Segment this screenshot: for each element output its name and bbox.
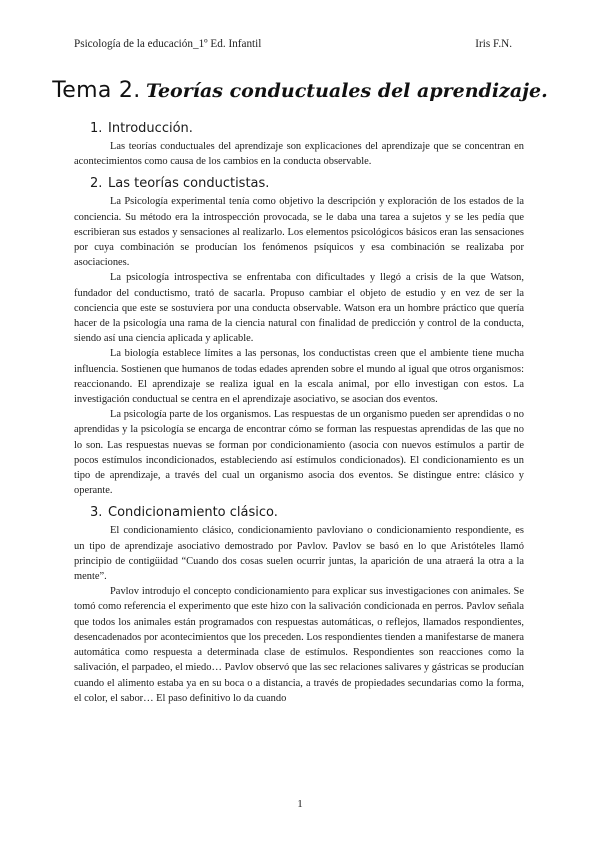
paragraph: La Psicología experimental tenía como objetivo la descripción y exploración de los estados de la conciencia. Su método era la introspección provocada, se le daba una tarea a sujetos y se les pedía que escribieran sus estados y sensaciones al realizarlo. Los elementos psicológicos básicos eran las sensaciones por cuya combinación se producían los fenómenos psíquicos y esa combinación se realizaba por asociaciones.: [74, 196, 524, 269]
paragraph: Pavlov introdujo el concepto condicionamiento para explicar sus investigaciones con animales. Se tomó como referencia el experimento que este hizo con la salivación condicionada en perros. Pavlov señala que todos los animales están programados con respuestas automáticas, o reflejos, llamados respondientes, desencadenados por acontecimientos que los preceden. Los respondientes tienden a manifestarse de manera automática como respuesta a determinada clase de estímulos. Respondientes son reacciones como la salivación, el parpadeo, el miedo… Pavlov observó que las sec relaciones salivares y gástricas se producían cuando el alimento estaba ya en su boca o a distancia, a través de propiedades secundarias como la forma, el color, el sabor… El paso definitivo lo da cuando: [74, 586, 524, 704]
paragraph: La biología establece límites a las personas, los conductistas creen que el ambiente tiene mucha influencia. Sostienen que humanos de todas edades aprenden sobre el mundo al igual que otros organismos: reaccionando. El aprendizaje se realiza igual en la escala animal, por ello investigan con estos. La investigación conductual se centra en el aprendizaje asociativo, se asocian dos eventos.: [74, 348, 524, 406]
page-header: [74, 37, 512, 51]
section-number: 1.: [90, 121, 103, 136]
section-number: 3.: [90, 505, 103, 521]
paragraph: Las teorías conductuales del aprendizaje son explicaciones del aprendizaje que se concentran en acontecimientos como causa de los cambios en la conducta observable.: [74, 141, 524, 168]
title-subject: Teorías conductuales del aprendizaje.: [146, 80, 548, 102]
section-title: Introducción.: [108, 121, 193, 136]
title-topic: Tema 2.: [52, 78, 141, 103]
page-number: 1: [297, 798, 303, 810]
section-heading: [90, 504, 524, 521]
section-title: Las teorías conductistas.: [108, 176, 270, 192]
header-author: Iris F.N.: [475, 38, 512, 50]
paragraph: La psicología introspectiva se enfrentaba con dificultades y llegó a crisis de la que Watson, fundador del conductismo, trató de sacarla. Propuso cambiar el objeto de estudio y en vez de ser la conciencia que este se sostuviera por una conducta observable. Watson era un hombre práctico que quería hacer de la psicología una rama de la ciencia natural con finalidad de predicción y control de la conducta, siendo así una ciencia aplicada y aplicable.: [74, 272, 524, 345]
header-course: Psicología de la educación_1º Ed. Infantil: [74, 38, 262, 50]
document-body: [74, 120, 524, 706]
section-number: 2.: [90, 176, 103, 192]
section-heading: [90, 120, 524, 137]
paragraph: El condicionamiento clásico, condicionamiento pavloviano o condicionamiento respondiente, es un tipo de aprendizaje asociativo demostrado por Pavlov. Pavlov se basó en lo que Aristóteles llamó principio de contigüidad “Cuando dos cosas suelen ocurrir juntas, la aparición de una atraerá la otra a la mente”.: [74, 525, 524, 583]
section-title: Condicionamiento clásico.: [108, 505, 278, 521]
section-heading: [90, 175, 524, 192]
page-title: [0, 76, 600, 105]
paragraph: La psicología parte de los organismos. Las respuestas de un organismo pueden ser aprendidas o no aprendidas y la psicología se encarga de encontrar cómo se forman las respuestas aprendidas de las que no lo son. Las respuestas nuevas se forman por condicionamiento (asocia con nuevos estímulos a partir de pocos estímulos incondicionados, estableciendo así estímulos condicionados). El condicionamiento es un tipo de aprendizaje, a través del cual un organismo asocia dos eventos. Se distingue entre: clásico y operante.: [74, 409, 524, 497]
